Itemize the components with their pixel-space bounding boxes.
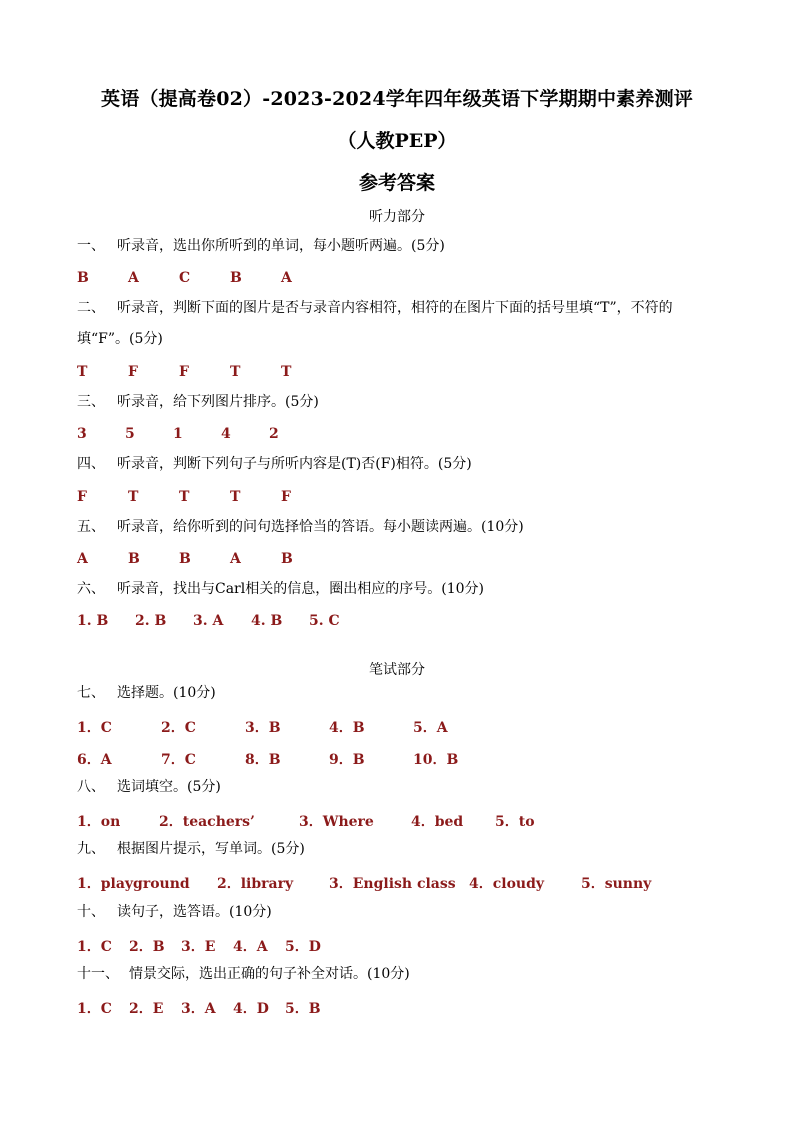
answer-item: 2．library	[217, 876, 294, 892]
answer-item: 1．on	[77, 814, 121, 830]
answer-item: 3．English class	[329, 876, 456, 892]
answer-item: 1. B	[77, 613, 109, 629]
answers-q11	[77, 998, 337, 1018]
answer-item: 2．teachers’	[159, 814, 255, 830]
answer-item: T	[230, 489, 241, 505]
answer-item: B	[230, 270, 242, 286]
answer-item: 2．E	[129, 1001, 164, 1017]
question-6	[77, 574, 484, 605]
question-text: 选词填空。(5分)	[117, 779, 221, 795]
question-number: 八、	[77, 779, 105, 795]
answer-item: 5. C	[309, 613, 340, 629]
answer-item: 4．B	[329, 720, 365, 736]
answers-q9	[77, 873, 671, 893]
question-text: 情景交际，选出正确的句子补全对话。(10分)	[129, 966, 410, 982]
answer-item: 8．B	[245, 752, 281, 768]
answer-item: F	[281, 489, 291, 505]
answer-item: 4. B	[251, 613, 283, 629]
question-number: 十一、	[77, 966, 119, 982]
answer-item: T	[128, 489, 139, 505]
answer-item: 5．B	[285, 1001, 321, 1017]
question-text: 听录音，找出与Carl相关的信息，圈出相应的序号。(10分)	[117, 581, 484, 597]
listening-section-header: 听力部分	[369, 209, 425, 225]
question-3	[77, 387, 319, 418]
question-8	[77, 772, 221, 803]
answers-q6	[77, 613, 367, 629]
question-number: 七、	[77, 685, 105, 701]
answer-item: 4	[221, 426, 231, 442]
answer-item: 3．A	[181, 1001, 216, 1017]
answer-item: 6．A	[77, 752, 112, 768]
question-text: 听录音，选出你所听到的单词，每小题听两遍。(5分)	[117, 238, 445, 254]
answer-item: 2. B	[135, 613, 167, 629]
question-text: 根据图片提示，写单词。(5分)	[117, 841, 305, 857]
answer-item: T	[77, 364, 88, 380]
answer-item: 4．bed	[411, 814, 464, 830]
answer-item: A	[77, 551, 88, 567]
answer-item: 5	[125, 426, 135, 442]
answer-item: B	[179, 551, 191, 567]
question-text: 听录音，给你听到的问句选择恰当的答语。每小题读两遍。(10分)	[117, 519, 524, 535]
question-7	[77, 678, 216, 709]
answer-key-heading: 参考答案	[358, 172, 435, 194]
question-4	[77, 449, 472, 480]
answer-item: A	[128, 270, 139, 286]
question-text: 选择题。(10分)	[117, 685, 216, 701]
answers-q2	[77, 364, 332, 380]
answer-item: 3．Where	[299, 814, 374, 830]
writing-section-header: 笔试部分	[369, 662, 425, 678]
answer-item: 4．A	[233, 939, 268, 955]
answer-item: 7．C	[161, 752, 196, 768]
answer-item: A	[281, 270, 292, 286]
question-1	[77, 231, 445, 262]
question-number: 六、	[77, 581, 105, 597]
answer-item: 5．sunny	[581, 876, 652, 892]
question-9	[77, 834, 305, 865]
answer-item: 9．B	[329, 752, 365, 768]
answers-q3	[77, 426, 317, 442]
question-number: 四、	[77, 456, 105, 472]
answer-item: 3．B	[245, 720, 281, 736]
answer-item: F	[128, 364, 138, 380]
answer-item: C	[179, 270, 191, 286]
question-2	[77, 293, 722, 355]
question-text: 听录音，判断下列句子与所听内容是(T)否(F)相符。(5分)	[117, 456, 472, 472]
answers-q7-row2	[77, 749, 497, 769]
answer-item: 1．C	[77, 939, 112, 955]
answer-item: B	[77, 270, 89, 286]
answer-item: 2．C	[161, 720, 196, 736]
answer-item: 2．B	[129, 939, 165, 955]
answer-item: 3．E	[181, 939, 216, 955]
answer-item: 1．C	[77, 720, 112, 736]
answers-q4	[77, 489, 332, 505]
answers-q8	[77, 811, 555, 831]
answer-item: 3	[77, 426, 87, 442]
answer-item: 10．B	[413, 752, 459, 768]
answer-item: B	[128, 551, 140, 567]
answer-item: F	[179, 364, 189, 380]
question-number: 三、	[77, 394, 105, 410]
question-number: 一、	[77, 238, 105, 254]
answer-item: F	[77, 489, 87, 505]
answer-item: 4．D	[233, 1001, 269, 1017]
answer-item: T	[281, 364, 292, 380]
question-text: 听录音，给下列图片排序。(5分)	[117, 394, 319, 410]
answer-item: 4．cloudy	[469, 876, 545, 892]
answer-item: T	[230, 364, 241, 380]
answer-item: A	[230, 551, 241, 567]
answer-item: T	[179, 489, 190, 505]
answers-q7-row1	[77, 717, 497, 737]
answer-item: B	[281, 551, 293, 567]
question-number: 二、	[77, 300, 105, 316]
question-text: 读句子，选答语。(10分)	[117, 904, 272, 920]
question-number: 九、	[77, 841, 105, 857]
answer-item: 1．playground	[77, 876, 190, 892]
question-10	[77, 897, 272, 928]
answers-q5	[77, 551, 332, 567]
answer-item: 5．to	[495, 814, 535, 830]
answer-item: 5．A	[413, 720, 448, 736]
question-text: 听录音，判断下面的图片是否与录音内容相符，相符的在图片下面的括号里填“T”，不符的填“F”。(5分)	[77, 300, 673, 347]
answer-item: 5．D	[285, 939, 321, 955]
document-subtitle: （人教PEP）	[337, 130, 457, 152]
answers-q10	[77, 936, 337, 956]
answer-item: 3. A	[193, 613, 224, 629]
question-11	[77, 959, 410, 990]
answer-item: 1．C	[77, 1001, 112, 1017]
answer-item: 1	[173, 426, 183, 442]
question-5	[77, 512, 524, 543]
question-number: 五、	[77, 519, 105, 535]
answers-q1	[77, 270, 332, 286]
question-number: 十、	[77, 904, 105, 920]
document-title: 英语（提高卷02）-2023-2024学年四年级英语下学期期中素养测评	[101, 88, 693, 110]
answer-item: 2	[269, 426, 279, 442]
